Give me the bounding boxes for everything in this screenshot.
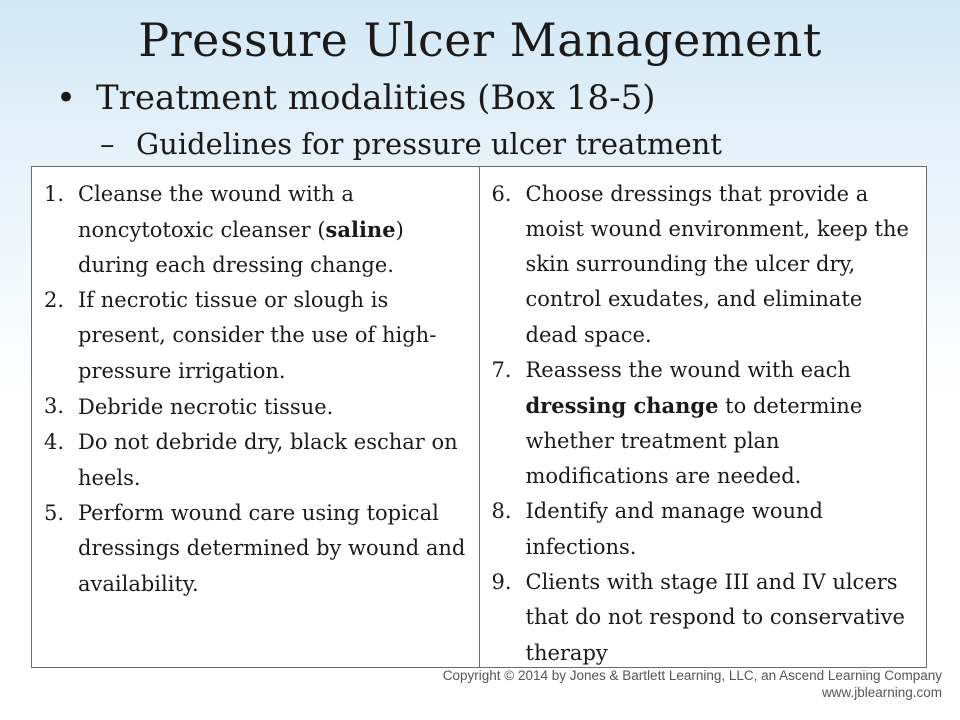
guideline-item [44, 496, 473, 602]
guideline-number: 6. [491, 182, 512, 206]
guideline-text [78, 425, 473, 496]
copyright-footer [443, 667, 942, 701]
guidelines-list-left [44, 177, 473, 602]
guideline-text-start: Perform wound care using topical dressings determined by wound and availability. [78, 501, 466, 596]
guideline-item [492, 177, 921, 353]
guideline-text-start: Clients with stage III and IV ulcers that do not respond to conservative therapy [525, 570, 905, 665]
guideline-emphasis: saline [325, 217, 396, 242]
sub-bullet [100, 124, 722, 164]
guideline-text-end: ) during each dressing change. [78, 218, 404, 277]
slide-title: Pressure Ulcer Management [138, 13, 822, 67]
guideline-text-start: Cleanse the wound with a noncytotoxic cleanser ( [78, 182, 354, 242]
copyright-text: Copyright © 2014 by Jones & Bartlett Learning, LLC, an Ascend Learning Company [442, 668, 942, 683]
guideline-text [78, 389, 473, 425]
guideline-item [492, 494, 921, 565]
guidelines-right-column [480, 167, 927, 667]
guideline-text-start: Do not debride dry, black eschar on heels. [78, 430, 458, 490]
guideline-item [44, 425, 473, 496]
guideline-number: 3. [44, 394, 65, 418]
guideline-text [526, 565, 921, 671]
guideline-emphasis: dressing change [525, 393, 719, 418]
guideline-number: 8. [491, 499, 512, 523]
guideline-text [526, 177, 921, 353]
sub-bullet-marker: – [100, 127, 115, 161]
guideline-item [492, 353, 921, 494]
guideline-text-end: to determine whether treatment plan modifications are needed. [525, 394, 863, 488]
bullet-marker: • [56, 78, 77, 118]
guideline-number: 9. [491, 570, 512, 594]
guideline-number: 2. [44, 288, 65, 312]
guideline-number: 1. [44, 182, 65, 206]
guidelines-left-column [32, 167, 480, 667]
guideline-text [526, 494, 921, 565]
guideline-item [44, 283, 473, 389]
guideline-number: 5. [44, 501, 65, 525]
guideline-number: 7. [491, 358, 512, 382]
sub-bullet-text: Guidelines for pressure ulcer treatment [136, 127, 722, 161]
guidelines-list-right [492, 177, 921, 671]
guideline-text-start: Reassess the wound with each [525, 358, 851, 382]
guideline-text-start: Identify and manage wound infections. [525, 499, 823, 559]
guideline-item [44, 177, 473, 283]
guideline-text-start: Debride necrotic tissue. [78, 395, 334, 419]
guideline-item [492, 565, 921, 671]
guideline-text [78, 283, 473, 389]
guideline-text [526, 353, 921, 494]
main-bullet [56, 76, 655, 120]
guidelines-box [31, 166, 927, 668]
guideline-number: 4. [44, 430, 65, 454]
guideline-text-start: Choose dressings that provide a moist wound environment, keep the skin surrounding the ulcer dry, control exudates, and eliminate dead space. [525, 182, 909, 347]
guideline-text [78, 496, 473, 602]
publisher-url: www.jblearning.com [821, 685, 942, 700]
guideline-text [78, 177, 473, 283]
guideline-item [44, 389, 473, 425]
guideline-text-start: If necrotic tissue or slough is present, consider the use of high-pressure irrigation. [78, 288, 437, 383]
main-bullet-text: Treatment modalities (Box 18-5) [96, 78, 656, 118]
